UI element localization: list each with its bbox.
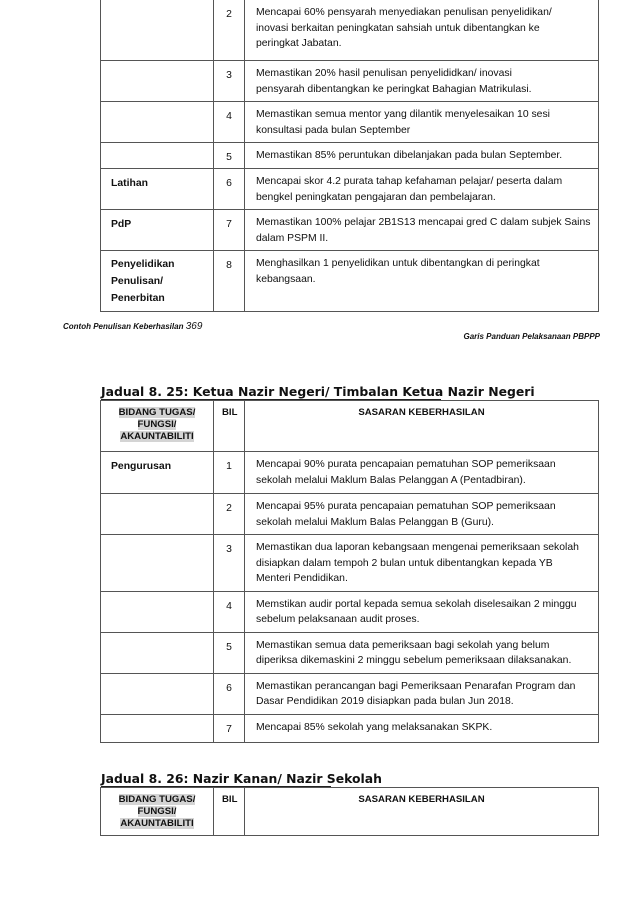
number-cell: 2	[214, 0, 245, 61]
field-cell	[101, 714, 214, 742]
target-cell: Memastikan semua data pemeriksaan bagi sekolah yang belum diperiksa dikemaskini 2 minggu sebelum pemeriksaan dilaksanakan.	[245, 632, 599, 673]
table-top	[100, 0, 599, 312]
table-row	[101, 452, 599, 494]
target-cell: Memastikan dua laporan kebangsaan mengenai pemeriksaan sekolah disiapkan dalam tempoh 2 bulan untuk dibentangkan kepada YB Menteri Pendidikan.	[245, 535, 599, 592]
table-header-row	[101, 788, 599, 836]
number-cell: 7	[214, 714, 245, 742]
number-cell: 5	[214, 632, 245, 673]
header-target: SASARAN KEBERHASILAN	[245, 401, 599, 452]
table-row	[101, 591, 599, 632]
header-target: SASARAN KEBERHASILAN	[245, 788, 599, 836]
table-row	[101, 714, 599, 742]
number-cell: 5	[214, 143, 245, 169]
field-cell: Penyelidikan Penulisan/ Penerbitan	[101, 251, 214, 312]
target-cell: Mencapai 90% purata pencapaian pematuhan SOP pemeriksaan sekolah melalui Maklum Balas Pelanggan A (Pentadbiran).	[245, 452, 599, 494]
table-row	[101, 535, 599, 592]
table-row	[101, 494, 599, 535]
target-cell: Mencapai 95% purata pencapaian pematuhan SOP pemeriksaan sekolah melalui Maklum Balas Pelanggan B (Guru).	[245, 494, 599, 535]
number-cell: 4	[214, 591, 245, 632]
number-cell: 7	[214, 210, 245, 251]
number-cell: 1	[214, 452, 245, 494]
table-caption: Jadual 8. 26: Nazir Kanan/ Nazir Sekolah	[101, 771, 382, 786]
table-row	[101, 673, 599, 714]
field-cell	[101, 494, 214, 535]
table-8-26	[100, 787, 599, 836]
target-cell: Memastikan 85% peruntukan dibelanjakan pada bulan September.	[245, 143, 599, 169]
header-number: BIL	[214, 401, 245, 452]
header-field: BIDANG TUGAS/ FUNGSI/ AKAUNTABILITI	[101, 401, 214, 452]
target-cell: Mencapai 60% pensyarah menyediakan penulisan penyelidikan/ inovasi berkaitan peningkatan sahsiah untuk dibentangkan ke peringkat Jabatan.	[245, 0, 599, 61]
number-cell: 4	[214, 102, 245, 143]
field-cell	[101, 61, 214, 102]
table-row	[101, 61, 599, 102]
table-caption: Jadual 8. 25: Ketua Nazir Negeri/ Timbalan Ketua Nazir Negeri	[101, 384, 535, 399]
table-header-row	[101, 401, 599, 452]
field-cell	[101, 102, 214, 143]
field-cell: Latihan	[101, 169, 214, 210]
field-cell	[101, 0, 214, 61]
table-row	[101, 0, 599, 61]
number-cell: 3	[214, 61, 245, 102]
table-row	[101, 210, 599, 251]
field-cell	[101, 535, 214, 592]
number-cell: 6	[214, 673, 245, 714]
target-cell: Memstikan audir portal kepada semua sekolah diselesaikan 2 minggu sebelum pelaksanaan audit proses.	[245, 591, 599, 632]
footer-left	[63, 321, 202, 332]
number-cell: 2	[214, 494, 245, 535]
field-cell: PdP	[101, 210, 214, 251]
table-row	[101, 143, 599, 169]
footer-label: Contoh Penulisan Keberhasilan	[63, 322, 184, 331]
table-row	[101, 102, 599, 143]
number-cell: 8	[214, 251, 245, 312]
field-cell	[101, 632, 214, 673]
field-cell	[101, 591, 214, 632]
field-cell	[101, 673, 214, 714]
number-cell: 6	[214, 169, 245, 210]
target-cell: Mencapai skor 4.2 purata tahap kefahaman pelajar/ peserta dalam bengkel peningkatan pengajaran dan pembelajaran.	[245, 169, 599, 210]
target-cell: Mencapai 85% sekolah yang melaksanakan SKPK.	[245, 714, 599, 742]
header-field: BIDANG TUGAS/ FUNGSI/ AKAUNTABILITI	[101, 788, 214, 836]
table-8-25	[100, 400, 599, 743]
table-row	[101, 251, 599, 312]
header-number: BIL	[214, 788, 245, 836]
field-cell: Pengurusan	[101, 452, 214, 494]
target-cell: Memastikan perancangan bagi Pemeriksaan Penarafan Program dan Dasar Pendidikan 2019 disiapkan pada bulan Jun 2018.	[245, 673, 599, 714]
target-cell: Memastikan 20% hasil penulisan penyelididkan/ inovasi pensyarah dibentangkan ke peringkat Bahagian Matrikulasi.	[245, 61, 599, 102]
target-cell: Memastikan 100% pelajar 2B1S13 mencapai gred C dalam subjek Sains dalam PSPM II.	[245, 210, 599, 251]
target-cell: Memastikan semua mentor yang dilantik menyelesaikan 10 sesi konsultasi pada bulan September	[245, 102, 599, 143]
target-cell: Menghasilkan 1 penyelidikan untuk dibentangkan di peringkat kebangsaan.	[245, 251, 599, 312]
footer-right: Garis Panduan Pelaksanaan PBPPP	[463, 332, 600, 341]
page-number: 369	[185, 321, 203, 332]
number-cell: 3	[214, 535, 245, 592]
field-cell	[101, 143, 214, 169]
table-row	[101, 169, 599, 210]
table-row	[101, 632, 599, 673]
